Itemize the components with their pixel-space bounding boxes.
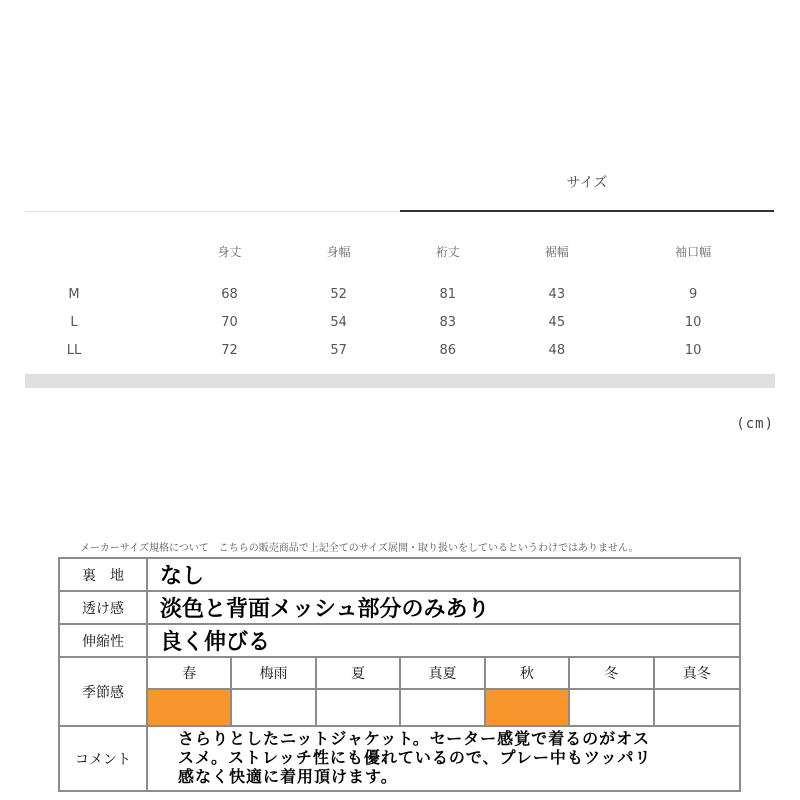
table-cell: 43 xyxy=(548,286,566,302)
comment-text xyxy=(178,729,731,786)
season-midsummer: 真夏 xyxy=(401,658,485,690)
size-note: メーカーサイズ規格について こちらの販売商品で上記全てのサイズ展開・取り扱いをしているというわけではありません。 xyxy=(80,543,639,554)
spec-row-sheerness xyxy=(60,592,739,625)
table-cell: 10 xyxy=(684,314,702,330)
spec-label: 伸縮性 xyxy=(60,625,148,656)
season-summer: 夏 xyxy=(317,658,401,690)
unit-label: (cm) xyxy=(736,416,774,432)
size-label: LL xyxy=(66,342,82,358)
size-header-empty xyxy=(25,236,175,266)
season-midwinter: 真冬 xyxy=(655,658,739,690)
size-label: M xyxy=(68,286,80,302)
table-cell: 57 xyxy=(330,342,347,358)
header-hem-width: 裾幅 xyxy=(544,244,569,259)
divider xyxy=(25,211,400,212)
table-cell: 10 xyxy=(684,342,702,358)
season-indicator xyxy=(401,690,485,725)
table-cell: 52 xyxy=(330,286,347,302)
table-cell: 45 xyxy=(548,314,566,330)
spec-row-comment xyxy=(60,727,739,790)
season-autumn: 秋 xyxy=(486,658,570,690)
season-indicator xyxy=(655,690,739,725)
table-cell: 54 xyxy=(330,314,347,330)
spec-value: なし xyxy=(160,564,205,589)
spec-label: 裏 地 xyxy=(60,559,148,590)
size-chart-title: サイズ xyxy=(566,175,608,191)
spec-label: コメント xyxy=(60,727,148,790)
season-grid xyxy=(148,658,739,725)
active-tab-underline xyxy=(400,210,774,212)
spec-row-lining xyxy=(60,559,739,592)
spec-table xyxy=(58,557,741,792)
table-cell: 68 xyxy=(221,286,238,302)
table-row xyxy=(25,280,775,308)
season-indicator xyxy=(148,690,232,725)
season-indicator xyxy=(317,690,401,725)
season-rainy: 梅雨 xyxy=(232,658,316,690)
table-row xyxy=(25,336,775,364)
table-row xyxy=(25,308,775,336)
header-sleeve-length: 裄丈 xyxy=(435,244,460,259)
size-label: L xyxy=(70,314,78,330)
season-spring: 春 xyxy=(148,658,232,690)
table-cell: 72 xyxy=(221,342,238,358)
spec-value: 淡色と背面メッシュ部分のみあり xyxy=(160,597,490,622)
table-cell: 81 xyxy=(439,286,456,302)
spacer-row xyxy=(25,266,775,280)
table-cell: 70 xyxy=(221,314,238,330)
table-cell: 86 xyxy=(439,342,456,358)
comment-line: さらりとしたニットジャケット。セーター感覚で着るのがオス xyxy=(178,729,651,748)
header-body-length: 身丈 xyxy=(217,244,242,259)
spec-row-season xyxy=(60,658,739,727)
spec-label: 季節感 xyxy=(60,658,148,725)
season-indicator xyxy=(232,690,316,725)
spec-label: 透け感 xyxy=(60,592,148,623)
table-cell: 83 xyxy=(439,314,456,330)
season-indicator xyxy=(570,690,654,725)
comment-line: 感なく快適に着用頂けます。 xyxy=(178,767,398,786)
season-indicator xyxy=(486,690,570,725)
season-winter: 冬 xyxy=(570,658,654,690)
size-table xyxy=(25,236,775,364)
table-cell: 48 xyxy=(548,342,566,358)
table-cell: 9 xyxy=(689,286,698,302)
size-table-footer-bar xyxy=(25,374,775,388)
comment-line: スメ。ストレッチ性にも優れているので、プレー中もツッパリ xyxy=(178,748,652,767)
spec-row-stretch xyxy=(60,625,739,658)
size-table-header xyxy=(25,236,775,266)
spec-value: 良く伸びる xyxy=(160,630,271,655)
header-body-width: 身幅 xyxy=(326,244,351,259)
header-cuff-width: 袖口幅 xyxy=(675,244,712,259)
